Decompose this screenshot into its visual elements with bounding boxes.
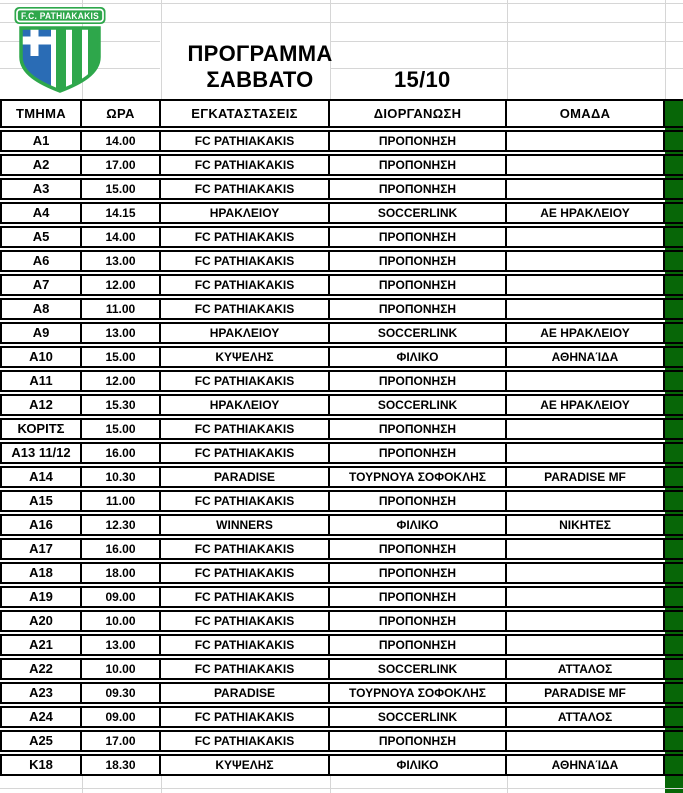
cell-ora[interactable]: 09.00 [82, 708, 161, 726]
cell-omada[interactable] [507, 132, 665, 150]
cell-omada[interactable] [507, 564, 665, 582]
table-row [0, 130, 683, 152]
cell-tmima[interactable]: A5 [2, 228, 82, 246]
gridline [161, 776, 162, 793]
cell-diorganosi[interactable]: ΠΡΟΠΟΝΗΣΗ [330, 276, 507, 294]
cell-tmima[interactable]: A10 [2, 348, 82, 366]
cell-tmima[interactable]: A7 [2, 276, 82, 294]
logo-shield [21, 28, 99, 92]
cell-tmima[interactable]: A3 [2, 180, 82, 198]
cell-diorganosi[interactable]: ΠΡΟΠΟΝΗΣΗ [330, 492, 507, 510]
cell-egkatastaseis[interactable]: PARADISE [161, 468, 330, 486]
row-green-strip-cell [665, 204, 683, 222]
cell-diorganosi[interactable]: ΦΙΛΙΚΟ [330, 756, 507, 774]
cell-ora[interactable]: 09.00 [82, 588, 161, 606]
cell-egkatastaseis[interactable]: FC PATHIAKAKIS [161, 612, 330, 630]
row-green-strip-cell [665, 300, 683, 318]
cell-diorganosi[interactable]: ΠΡΟΠΟΝΗΣΗ [330, 180, 507, 198]
cell-diorganosi[interactable]: ΠΡΟΠΟΝΗΣΗ [330, 588, 507, 606]
table-row [0, 490, 683, 512]
cell-omada[interactable]: PARADISE MF [507, 468, 665, 486]
cell-diorganosi[interactable]: ΠΡΟΠΟΝΗΣΗ [330, 564, 507, 582]
cell-ora[interactable]: 17.00 [82, 732, 161, 750]
cell-ora[interactable]: 15.00 [82, 420, 161, 438]
cell-tmima[interactable]: K18 [2, 756, 82, 774]
cell-omada[interactable] [507, 588, 665, 606]
cell-omada[interactable]: ΑΘΗΝΑΊΔΑ [507, 348, 665, 366]
cell-tmima[interactable]: A1 [2, 132, 82, 150]
table-row [0, 202, 683, 224]
cell-egkatastaseis[interactable]: FC PATHIAKAKIS [161, 540, 330, 558]
cell-egkatastaseis[interactable]: FC PATHIAKAKIS [161, 588, 330, 606]
cell-diorganosi[interactable]: ΤΟΥΡΝΟΥΑ ΣΟΦΟΚΛΗΣ [330, 684, 507, 702]
row-green-strip-cell [665, 564, 683, 582]
gridline [330, 776, 331, 793]
table-row [0, 418, 683, 440]
table-row [0, 346, 683, 368]
cell-omada[interactable]: PARADISE MF [507, 684, 665, 702]
cell-ora[interactable]: 15.30 [82, 396, 161, 414]
cell-diorganosi[interactable]: ΦΙΛΙΚΟ [330, 348, 507, 366]
row-green-strip-cell [665, 324, 683, 342]
header-row [0, 99, 683, 128]
table-row [0, 274, 683, 296]
table-row [0, 634, 683, 656]
cell-ora[interactable]: 09.30 [82, 684, 161, 702]
cell-egkatastaseis[interactable]: ΚΥΨΕΛΗΣ [161, 348, 330, 366]
cell-ora[interactable]: 15.00 [82, 348, 161, 366]
cell-ora[interactable]: 18.30 [82, 756, 161, 774]
cell-omada[interactable]: ΝΙΚΗΤΕΣ [507, 516, 665, 534]
cell-diorganosi[interactable]: ΠΡΟΠΟΝΗΣΗ [330, 540, 507, 558]
row-green-strip-cell [665, 156, 683, 174]
table-row [0, 730, 683, 752]
table-row [0, 466, 683, 488]
cell-omada[interactable] [507, 228, 665, 246]
title-line-1: ΠΡΟΓΡΑΜΜΑ [187, 41, 333, 66]
row-green-strip-cell [665, 492, 683, 510]
cell-ora[interactable]: 16.00 [82, 540, 161, 558]
table-row [0, 394, 683, 416]
row-green-strip-cell [665, 180, 683, 198]
cell-tmima[interactable]: A25 [2, 732, 82, 750]
cell-egkatastaseis[interactable]: FC PATHIAKAKIS [161, 276, 330, 294]
cell-tmima[interactable]: A16 [2, 516, 82, 534]
cell-egkatastaseis[interactable]: ΗΡΑΚΛΕΙΟΥ [161, 324, 330, 342]
cell-tmima[interactable]: A8 [2, 300, 82, 318]
cell-omada[interactable] [507, 732, 665, 750]
table-row [0, 706, 683, 728]
row-green-strip-cell [665, 756, 683, 774]
cell-omada[interactable]: ΑΕ ΗΡΑΚΛΕΙΟΥ [507, 324, 665, 342]
row-green-strip-cell [665, 588, 683, 606]
row-green-strip-cell [665, 516, 683, 534]
cell-omada[interactable]: ΑΤΤΑΛΟΣ [507, 708, 665, 726]
title-line-2: ΣΑΒΒΑΤΟ [206, 67, 314, 92]
cell-tmima[interactable]: A15 [2, 492, 82, 510]
cell-ora[interactable]: 18.00 [82, 564, 161, 582]
table-row [0, 250, 683, 272]
column-header-omada[interactable]: ΟΜΑΔΑ [507, 101, 665, 126]
table-row [0, 514, 683, 536]
cell-tmima[interactable]: A9 [2, 324, 82, 342]
row-green-strip-cell [665, 636, 683, 654]
cell-omada[interactable] [507, 444, 665, 462]
cell-egkatastaseis[interactable]: FC PATHIAKAKIS [161, 156, 330, 174]
cell-omada[interactable] [507, 372, 665, 390]
cell-egkatastaseis[interactable]: ΚΥΨΕΛΗΣ [161, 756, 330, 774]
cell-ora[interactable]: 15.00 [82, 180, 161, 198]
cell-diorganosi[interactable]: ΠΡΟΠΟΝΗΣΗ [330, 612, 507, 630]
table-row [0, 658, 683, 680]
cell-diorganosi[interactable]: ΠΡΟΠΟΝΗΣΗ [330, 156, 507, 174]
cell-diorganosi[interactable]: ΠΡΟΠΟΝΗΣΗ [330, 420, 507, 438]
cell-diorganosi[interactable]: SOCCERLINK [330, 660, 507, 678]
table-row [0, 442, 683, 464]
cell-egkatastaseis[interactable]: FC PATHIAKAKIS [161, 444, 330, 462]
cell-egkatastaseis[interactable]: FC PATHIAKAKIS [161, 492, 330, 510]
cell-ora[interactable]: 13.00 [82, 636, 161, 654]
cell-diorganosi[interactable]: ΦΙΛΙΚΟ [330, 516, 507, 534]
cell-omada[interactable] [507, 636, 665, 654]
table-row [0, 154, 683, 176]
cell-ora[interactable]: 17.00 [82, 156, 161, 174]
cell-egkatastaseis[interactable]: FC PATHIAKAKIS [161, 132, 330, 150]
cell-tmima[interactable]: A13 11/12 [2, 444, 82, 462]
cell-diorganosi[interactable]: SOCCERLINK [330, 396, 507, 414]
cell-omada[interactable]: ΑΕ ΗΡΑΚΛΕΙΟΥ [507, 204, 665, 222]
cell-tmima[interactable]: A19 [2, 588, 82, 606]
cell-omada[interactable] [507, 612, 665, 630]
cell-ora[interactable]: 14.00 [82, 132, 161, 150]
greek-cross-horizontal [21, 37, 51, 45]
cell-diorganosi[interactable]: SOCCERLINK [330, 324, 507, 342]
cell-egkatastaseis[interactable]: FC PATHIAKAKIS [161, 708, 330, 726]
cell-egkatastaseis[interactable]: FC PATHIAKAKIS [161, 420, 330, 438]
row-green-strip-cell [665, 252, 683, 270]
cell-diorganosi[interactable]: ΠΡΟΠΟΝΗΣΗ [330, 444, 507, 462]
club-logo [13, 4, 107, 96]
cell-tmima[interactable]: A18 [2, 564, 82, 582]
table-row [0, 610, 683, 632]
gridline [507, 0, 508, 99]
cell-egkatastaseis[interactable]: FC PATHIAKAKIS [161, 180, 330, 198]
column-header-egkatastaseis[interactable]: ΕΓΚΑΤΑΣΤΑΣΕΙΣ [161, 101, 330, 126]
cell-egkatastaseis[interactable]: FC PATHIAKAKIS [161, 660, 330, 678]
row-green-strip-cell [665, 444, 683, 462]
cell-tmima[interactable]: A14 [2, 468, 82, 486]
cell-diorganosi[interactable]: ΤΟΥΡΝΟΥΑ ΣΟΦΟΚΛΗΣ [330, 468, 507, 486]
table-row [0, 370, 683, 392]
logo-banner-text: F.C. PATHIAKAKIS [21, 11, 99, 21]
cell-diorganosi[interactable]: SOCCERLINK [330, 708, 507, 726]
cell-egkatastaseis[interactable]: WINNERS [161, 516, 330, 534]
cell-egkatastaseis[interactable]: FC PATHIAKAKIS [161, 300, 330, 318]
row-green-strip-cell [665, 732, 683, 750]
table-row [0, 562, 683, 584]
row-green-strip-cell [665, 468, 683, 486]
table-row [0, 754, 683, 776]
cell-omada[interactable] [507, 252, 665, 270]
cell-tmima[interactable]: A20 [2, 612, 82, 630]
gridline [665, 0, 666, 99]
cell-ora[interactable]: 11.00 [82, 492, 161, 510]
cell-ora[interactable]: 13.00 [82, 324, 161, 342]
cell-diorganosi[interactable]: ΠΡΟΠΟΝΗΣΗ [330, 300, 507, 318]
table-row [0, 682, 683, 704]
cell-ora[interactable]: 10.00 [82, 612, 161, 630]
cell-omada[interactable] [507, 180, 665, 198]
cell-egkatastaseis[interactable]: FC PATHIAKAKIS [161, 564, 330, 582]
cell-omada[interactable] [507, 276, 665, 294]
cell-ora[interactable]: 13.00 [82, 252, 161, 270]
cell-ora[interactable]: 12.00 [82, 372, 161, 390]
cell-ora[interactable]: 11.00 [82, 300, 161, 318]
row-green-strip-cell [665, 396, 683, 414]
table-row [0, 226, 683, 248]
cell-egkatastaseis[interactable]: ΗΡΑΚΛΕΙΟΥ [161, 204, 330, 222]
cell-tmima[interactable]: A2 [2, 156, 82, 174]
cell-egkatastaseis[interactable]: FC PATHIAKAKIS [161, 252, 330, 270]
cell-ora[interactable]: 10.00 [82, 660, 161, 678]
row-green-strip-cell [665, 612, 683, 630]
gridline [82, 776, 83, 793]
column-header-tmima[interactable]: ΤΜΗΜΑ [2, 101, 82, 126]
cell-egkatastaseis[interactable]: PARADISE [161, 684, 330, 702]
gridline [507, 776, 508, 793]
row-green-strip-cell [665, 228, 683, 246]
cell-diorganosi[interactable]: ΠΡΟΠΟΝΗΣΗ [330, 228, 507, 246]
cell-tmima[interactable]: A6 [2, 252, 82, 270]
cell-tmima[interactable]: A21 [2, 636, 82, 654]
table-row [0, 322, 683, 344]
cell-egkatastaseis[interactable]: FC PATHIAKAKIS [161, 636, 330, 654]
column-header-ora[interactable]: ΩΡΑ [82, 101, 161, 126]
row-green-strip-cell [665, 684, 683, 702]
row-green-strip-cell [665, 132, 683, 150]
row-green-strip-cell [665, 540, 683, 558]
cell-ora[interactable]: 12.00 [82, 276, 161, 294]
cell-ora[interactable]: 14.00 [82, 228, 161, 246]
cell-tmima[interactable]: A11 [2, 372, 82, 390]
table-row [0, 538, 683, 560]
cell-tmima[interactable]: A12 [2, 396, 82, 414]
column-header-diorganosi[interactable]: ΔΙΟΡΓΑΝΩΣΗ [330, 101, 507, 126]
cell-egkatastaseis[interactable]: ΗΡΑΚΛΕΙΟΥ [161, 396, 330, 414]
cell-diorganosi[interactable]: SOCCERLINK [330, 204, 507, 222]
cell-diorganosi[interactable]: ΠΡΟΠΟΝΗΣΗ [330, 132, 507, 150]
table-row [0, 298, 683, 320]
table-row [0, 178, 683, 200]
cell-tmima[interactable]: A24 [2, 708, 82, 726]
cell-tmima[interactable]: ΚΟΡΙΤΣ [2, 420, 82, 438]
cell-omada[interactable]: ΑΕ ΗΡΑΚΛΕΙΟΥ [507, 396, 665, 414]
header-green-strip-cell [665, 101, 683, 126]
cell-ora[interactable]: 12.30 [82, 516, 161, 534]
row-green-strip-cell [665, 372, 683, 390]
cell-diorganosi[interactable]: ΠΡΟΠΟΝΗΣΗ [330, 372, 507, 390]
cell-omada[interactable] [507, 492, 665, 510]
row-green-strip-cell [665, 708, 683, 726]
cell-diorganosi[interactable]: ΠΡΟΠΟΝΗΣΗ [330, 252, 507, 270]
cell-diorganosi[interactable]: ΠΡΟΠΟΝΗΣΗ [330, 732, 507, 750]
cell-omada[interactable]: ΑΤΤΑΛΟΣ [507, 660, 665, 678]
row-green-strip-cell [665, 276, 683, 294]
table-row [0, 586, 683, 608]
cell-egkatastaseis[interactable]: FC PATHIAKAKIS [161, 732, 330, 750]
cell-omada[interactable] [507, 300, 665, 318]
cell-tmima[interactable]: A22 [2, 660, 82, 678]
cell-omada[interactable] [507, 156, 665, 174]
cell-tmima[interactable]: A4 [2, 204, 82, 222]
cell-egkatastaseis[interactable]: FC PATHIAKAKIS [161, 372, 330, 390]
cell-diorganosi[interactable]: ΠΡΟΠΟΝΗΣΗ [330, 636, 507, 654]
row-green-strip-cell [665, 660, 683, 678]
schedule-date[interactable]: 15/10 [394, 67, 451, 92]
cell-egkatastaseis[interactable]: FC PATHIAKAKIS [161, 228, 330, 246]
row-green-strip-cell [665, 348, 683, 366]
cell-omada[interactable] [507, 420, 665, 438]
cell-omada[interactable] [507, 540, 665, 558]
schedule-body [0, 130, 683, 776]
cell-ora[interactable]: 14.15 [82, 204, 161, 222]
page-title[interactable] [158, 41, 362, 93]
cell-omada[interactable]: ΑΘΗΝΑΊΔΑ [507, 756, 665, 774]
cell-ora[interactable]: 10.30 [82, 468, 161, 486]
gridline [0, 788, 683, 789]
cell-tmima[interactable]: A23 [2, 684, 82, 702]
cell-ora[interactable]: 16.00 [82, 444, 161, 462]
logo-banner [15, 7, 106, 24]
row-green-strip-cell [665, 420, 683, 438]
cell-tmima[interactable]: A17 [2, 540, 82, 558]
schedule-table [0, 99, 683, 776]
